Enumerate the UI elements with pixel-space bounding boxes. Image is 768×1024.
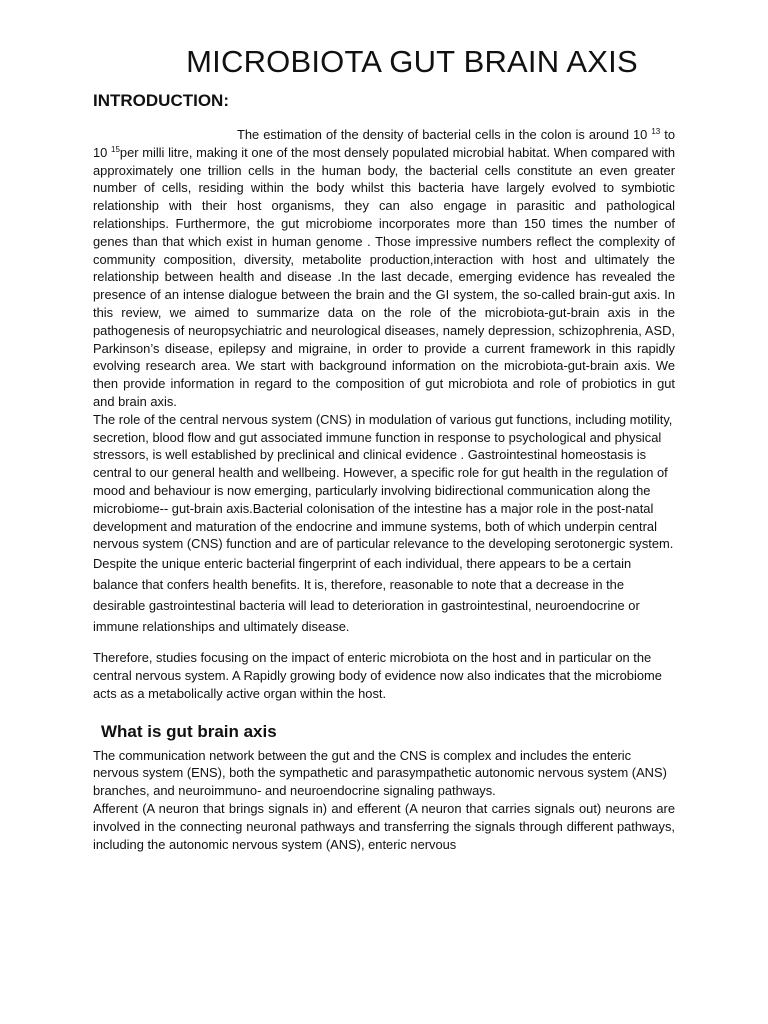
paragraph-spacer bbox=[93, 637, 675, 649]
paragraph-intro bbox=[93, 126, 675, 411]
paragraph-intro-text-c: per milli litre, making it one of the most densely populated microbial habitat. When compared with approximately one trillion cells in the human body, the bacterial cells constitute an even greater number of cells, residing within the body whilst this bacteria have largely evolved to symbiotic relationship with their host organisms, they can also engage in parasitic and pathological relationships. Furthermore, the gut microbiome incorporates more than 150 times the number of genes than that which exist in human genome . Those impressive numbers reflect the complexity of community composition, diversity, metabolite production,interaction with host and ultimately the relationship between health and disease .In the last decade, emerging evidence has revealed the presence of an intense dialogue between the brain and the GI system, the so-called brain-gut axis. In this review, we aimed to summarize data on the role of the microbiota-gut-brain axis in the pathogenesis of neuropsychiatric and neurological diseases, namely depression, schizophrenia, ASD, Parkinson’s disease, epilepsy and migraine, in order to provide a current framework in this rapidly evolving research area. We start with background information on the microbiota-gut-brain axis. We then provide information in regard to the composition of gut microbiota and role of probiotics in gut and brain axis. bbox=[93, 144, 676, 409]
superscript-15: 15 bbox=[111, 144, 120, 154]
document-title: MICROBIOTA GUT BRAIN AXIS bbox=[186, 44, 638, 79]
superscript-13: 13 bbox=[651, 127, 661, 136]
paragraph-cns-role: The role of the central nervous system (CNS) in modulation of various gut functions, including motility, secretion, blood flow and gut associated immune function in response to psychological and physical stressors, is well established by preclinical and clinical evidence . Gastrointestinal homeostasis is central to our general health and wellbeing. However, a specific role for gut health in the regulation of mood and behaviour is now emerging, particularly involving bidirectional communication along the microbiome-- gut-brain axis.Bacterial colonisation of the intestine has a major role in the post-natal development and maturation of the endocrine and immune systems, both of which underpin central nervous system (CNS) function and are of particular relevance to the developing serotonergic system. bbox=[93, 411, 674, 552]
paragraph-bacterial-balance: Despite the unique enteric bacterial fingerprint of each individual, there appears to be a certain balance that confers health benefits. It is, therefore, reasonable to note that a decrease in the desirable gastrointestinal bacteria will lead to deterioration in gastrointestinal, neuroendocrine or immune relationships and ultimately disease. bbox=[93, 556, 640, 635]
introduction-heading: INTRODUCTION: bbox=[93, 91, 229, 110]
paragraph-intro-text-b: to 10 bbox=[93, 127, 675, 160]
document-body bbox=[93, 126, 675, 853]
paragraph-enteric-microbiota: Therefore, studies focusing on the impact of enteric microbiota on the host and in particular on the central nervous system. A Rapidly growing body of evidence now also indicates that the microbiome acts as a metabolically active organ within the host. bbox=[93, 650, 662, 701]
paragraph-communication-network: The communication network between the gut and the CNS is complex and includes the enteric nervous system (ENS), both the sympathetic and parasympathetic autonomic nervous system (ANS) branches, and neuroimmuno- and neuroendocrine signaling pathways. bbox=[93, 747, 667, 799]
section-heading-gut-brain-axis: What is gut brain axis bbox=[101, 721, 277, 741]
paragraph-afferent-efferent: Afferent (A neuron that brings signals in) and efferent (A neuron that carries signals out) neurons are involved in the connecting neuronal pathways and transferring the signals through different pathways, including the autonomic nervous system (ANS), enteric nervous bbox=[93, 800, 675, 852]
paragraph-intro-text-a: The estimation of the density of bacterial cells in the colon is around 10 bbox=[237, 127, 652, 142]
